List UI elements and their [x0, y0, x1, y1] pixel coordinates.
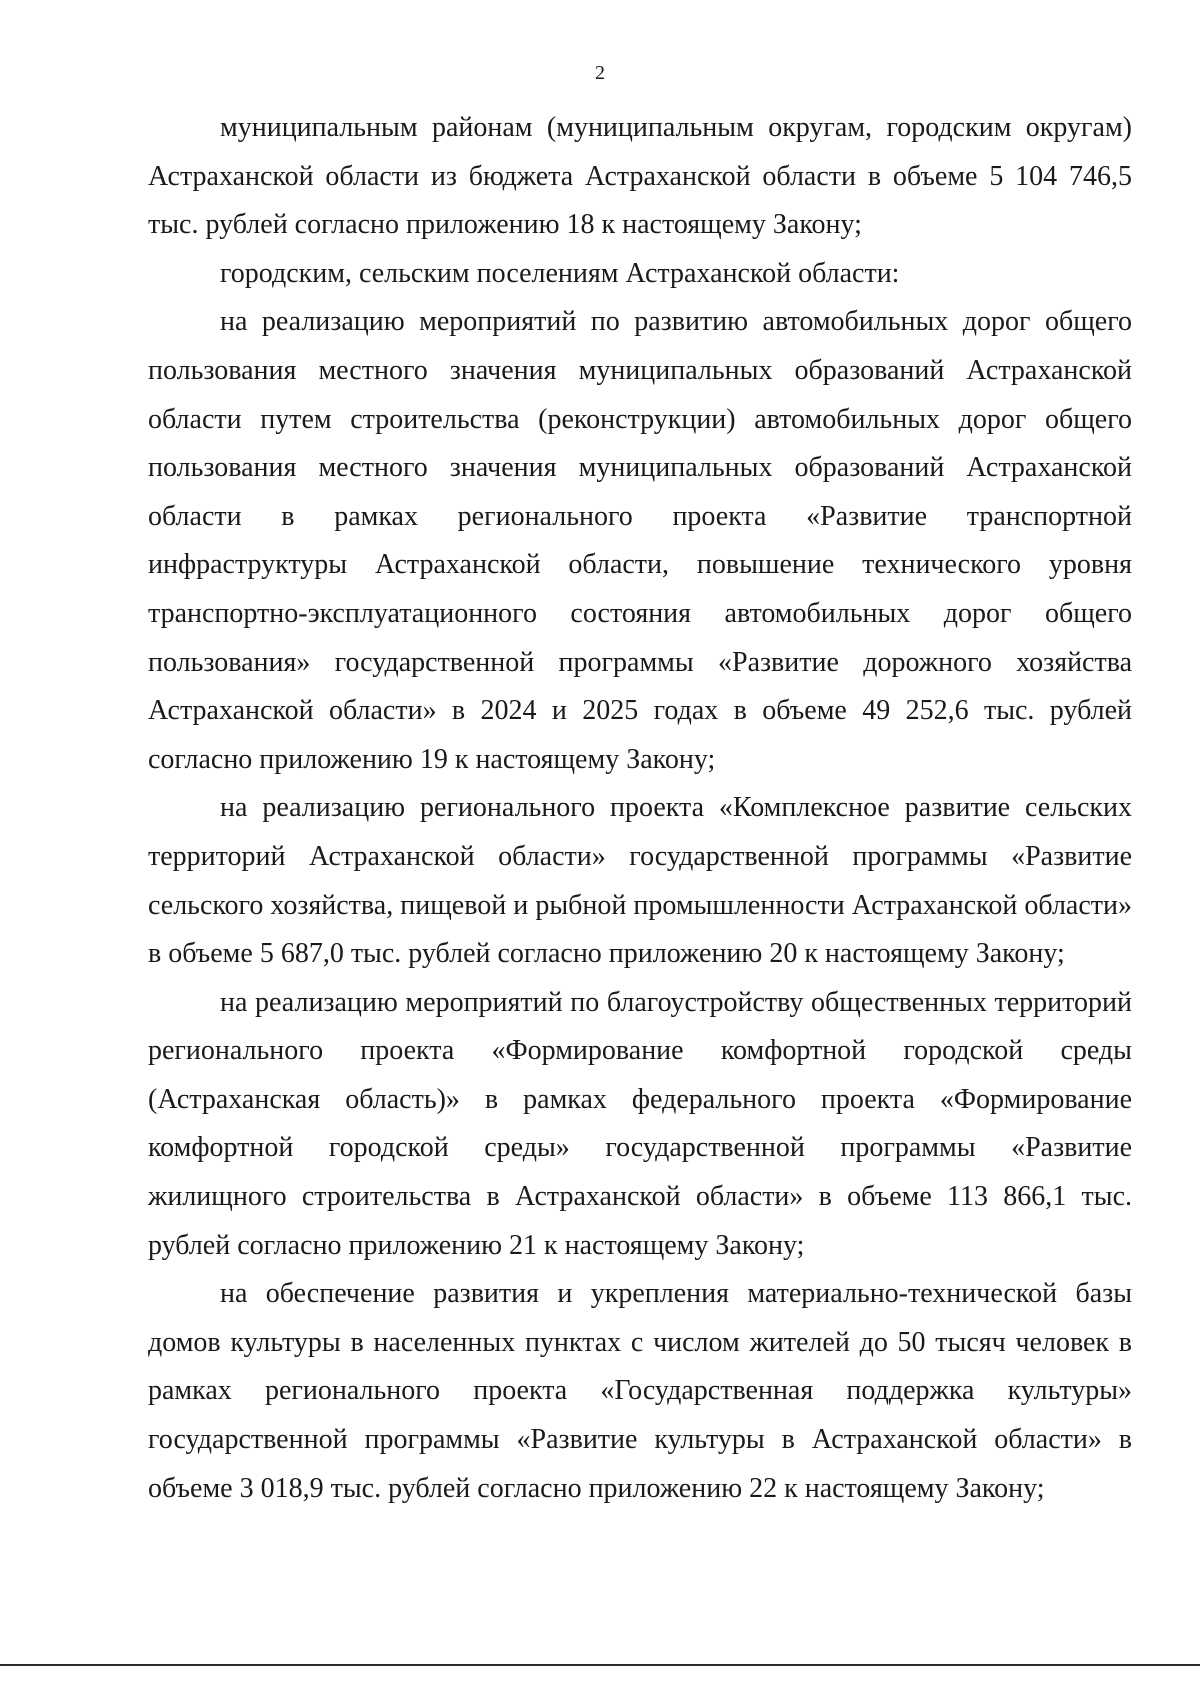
paragraph-rural-development: на реализацию регионального проекта «Комплексное развитие сельских территорий Астраханской области» государственной программы «Развитие сельского хозяйства, пищевой и рыбной промышленности Астраханской области» в объеме 5 687,0 тыс. рублей согласно приложению 20 к настоящему Закону;	[148, 792, 1132, 970]
page-number: 2	[595, 62, 605, 84]
paragraph-subsidies-districts: муниципальным районам (муниципальным округам, городским округам) Астраханской области из бюджета Астраханской области в объеме 5 104 746,5 тыс. рублей согласно приложению 18 к настоящему Закону;	[148, 112, 1132, 241]
bottom-divider	[0, 1664, 1200, 1666]
paragraph-culture-houses: на обеспечение развития и укрепления материально-технической базы домов культуры в населенных пунктах с числом жителей до 50 тысяч человек в рамках регионального проекта «Государственная поддержка культуры» государственной программы «Развитие культуры в Астраханской области» в объеме 3 018,9 тыс. рублей согласно приложению 22 к настоящему Закону;	[148, 1278, 1132, 1504]
document-body	[148, 104, 1132, 1513]
paragraph-urban-environment: на реализацию мероприятий по благоустройству общественных территорий регионального проекта «Формирование комфортной городской среды (Астраханская область)» в рамках федерального проекта «Формирование комфортной городской среды» государственной программы «Развитие жилищного строительства в Астраханской области» в объеме 113 866,1 тыс. рублей согласно приложению 21 к настоящему Закону;	[148, 986, 1132, 1261]
paragraph-settlements-heading: городским, сельским поселениям Астраханской области:	[220, 257, 900, 289]
paragraph-roads: на реализацию мероприятий по развитию автомобильных дорог общего пользования местного значения муниципальных образований Астраханской области путем строительства (реконструкции) автомобильных дорог общего пользования местного значения муниципальных образований Астраханской области в рамках регионального проекта «Развитие транспортной инфраструктуры Астраханской области, повышение технического уровня транспортно-эксплуатационного состояния автомобильных дорог общего пользования» государственной программы «Развитие дорожного хозяйства Астраханской области» в 2024 и 2025 годах в объеме 49 252,6 тыс. рублей согласно приложению 19 к настоящему Закону;	[148, 306, 1132, 775]
